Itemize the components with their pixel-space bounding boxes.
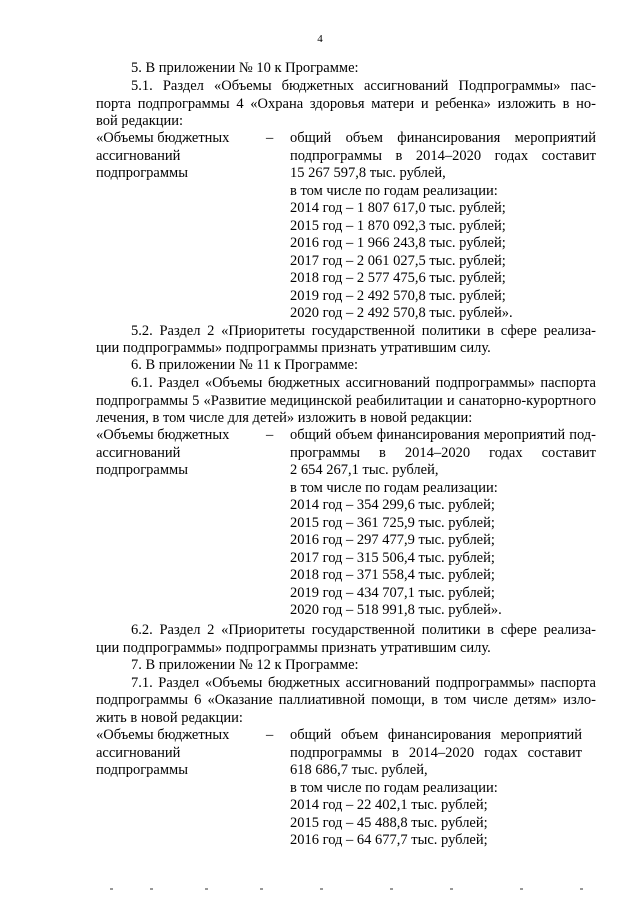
by-years-label: в том числе по годам реализации: bbox=[290, 479, 498, 496]
label-line: «Объемы бюджетных bbox=[96, 427, 230, 443]
label-line: ассигнований bbox=[96, 744, 181, 761]
section-6-1-line-1: 6.1. Раздел «Объемы бюджетных ассигнований подпрограммы» паспорта bbox=[131, 375, 596, 391]
label-line: «Объемы бюджетных bbox=[96, 727, 230, 743]
desc-line: общий объем финансирования мероприятий bbox=[290, 727, 582, 743]
page-number: 4 bbox=[317, 33, 323, 45]
year-row: 2016 год – 64 677,7 тыс. рублей; bbox=[290, 832, 488, 848]
scan-mark bbox=[150, 888, 153, 890]
label-line: «Объемы бюджетных bbox=[96, 130, 230, 146]
section-5-heading: 5. В приложении № 10 к Программе: bbox=[131, 60, 359, 76]
year-row: 2014 год – 1 807 617,0 тыс. рублей; bbox=[290, 200, 506, 216]
scan-mark bbox=[205, 888, 208, 890]
year-row: 2017 год – 315 506,4 тыс. рублей; bbox=[290, 549, 495, 566]
section-7-1-line-2: подпрограммы 6 «Оказание паллиативной помощи, в том числе детям» изло- bbox=[96, 692, 596, 708]
year-row: 2014 год – 354 299,6 тыс. рублей; bbox=[290, 497, 495, 513]
dash-6: – bbox=[266, 427, 274, 443]
year-row: 2015 год – 45 488,8 тыс. рублей; bbox=[290, 814, 488, 831]
scan-marks bbox=[110, 888, 610, 894]
section-7-1-line-3: жить в новой редакции: bbox=[96, 709, 243, 726]
section-6-2-line-1: 6.2. Раздел 2 «Приоритеты государственной политики в сфере реализа- bbox=[131, 622, 596, 638]
scan-mark bbox=[520, 888, 523, 890]
label-line: подпрограммы bbox=[96, 762, 188, 778]
section-6-heading: 6. В приложении № 11 к Программе: bbox=[131, 357, 358, 373]
scan-mark bbox=[260, 888, 263, 890]
section-5-1-line-3: вой редакции: bbox=[96, 113, 184, 129]
year-row: 2017 год – 2 061 027,5 тыс. рублей; bbox=[290, 252, 506, 269]
desc-line: программы в 2014–2020 годах составит bbox=[290, 444, 596, 461]
year-row: 2014 год – 22 402,1 тыс. рублей; bbox=[290, 797, 488, 813]
year-row: 2018 год – 2 577 475,6 тыс. рублей; bbox=[290, 270, 506, 286]
section-6-2-line-2: ции подпрограммы» подпрограммы признать утратившим силу. bbox=[96, 639, 491, 656]
section-7-heading: 7. В приложении № 12 к Программе: bbox=[131, 657, 359, 673]
section-5-1-line-2: порта подпрограммы 4 «Охрана здоровья матери и ребенка» изложить в но- bbox=[96, 95, 596, 112]
year-row: 2015 год – 361 725,9 тыс. рублей; bbox=[290, 514, 495, 531]
label-line: ассигнований bbox=[96, 147, 181, 164]
label-line: ассигнований bbox=[96, 444, 181, 461]
by-years-label: в том числе по годам реализации: bbox=[290, 182, 498, 199]
total-amount: 618 686,7 тыс. рублей, bbox=[290, 762, 428, 778]
dash-7: – bbox=[266, 727, 274, 743]
desc-line: общий объем финансирования мероприятий под- bbox=[290, 427, 596, 443]
scan-mark bbox=[450, 888, 453, 890]
section-5-2-line-1: 5.2. Раздел 2 «Приоритеты государственной политики в сфере реализа- bbox=[131, 323, 596, 339]
section-5-1-line-1: 5.1. Раздел «Объемы бюджетных ассигнований Подпрограммы» пас- bbox=[131, 78, 596, 94]
desc-line: подпрограммы в 2014–2020 годах составит bbox=[290, 147, 596, 164]
budget-description-7 bbox=[290, 727, 582, 850]
budget-label-7 bbox=[96, 727, 266, 780]
desc-line: подпрограммы в 2014–2020 годах составит bbox=[290, 744, 582, 761]
total-amount: 2 654 267,1 тыс. рублей, bbox=[290, 462, 439, 478]
year-row: 2016 год – 1 966 243,8 тыс. рублей; bbox=[290, 235, 506, 251]
year-row: 2020 год – 2 492 570,8 тыс. рублей». bbox=[290, 305, 513, 321]
scan-mark bbox=[320, 888, 323, 890]
year-row: 2016 год – 297 477,9 тыс. рублей; bbox=[290, 532, 495, 548]
by-years-label: в том числе по годам реализации: bbox=[290, 779, 498, 796]
desc-line: общий объем финансирования мероприятий bbox=[290, 130, 596, 146]
section-7-1-line-1: 7.1. Раздел «Объемы бюджетных ассигнований подпрограммы» паспорта bbox=[131, 674, 596, 691]
year-row: 2015 год – 1 870 092,3 тыс. рублей; bbox=[290, 217, 506, 234]
dash-5: – bbox=[266, 130, 274, 146]
scan-mark bbox=[580, 888, 583, 890]
year-row: 2018 год – 371 558,4 тыс. рублей; bbox=[290, 567, 495, 583]
year-row: 2019 год – 434 707,1 тыс. рублей; bbox=[290, 584, 495, 601]
section-6-1-line-3: лечения, в том числе для детей» изложить в новой редакции: bbox=[96, 410, 473, 426]
scan-mark bbox=[110, 888, 113, 890]
section-5-2-line-2: ции подпрограммы» подпрограммы признать утратившим силу. bbox=[96, 340, 491, 356]
budget-description-5 bbox=[290, 130, 596, 323]
total-amount: 15 267 597,8 тыс. рублей, bbox=[290, 165, 446, 181]
section-6-1-line-2: подпрограммы 5 «Развитие медицинской реабилитации и санаторно-курортного bbox=[96, 392, 596, 409]
label-line: подпрограммы bbox=[96, 462, 188, 478]
scan-mark bbox=[390, 888, 393, 890]
label-line: подпрограммы bbox=[96, 165, 188, 181]
year-row: 2019 год – 2 492 570,8 тыс. рублей; bbox=[290, 287, 506, 304]
budget-description-6 bbox=[290, 427, 596, 620]
year-row: 2020 год – 518 991,8 тыс. рублей». bbox=[290, 602, 502, 618]
budget-label-6 bbox=[96, 427, 266, 480]
budget-label-5 bbox=[96, 130, 266, 183]
